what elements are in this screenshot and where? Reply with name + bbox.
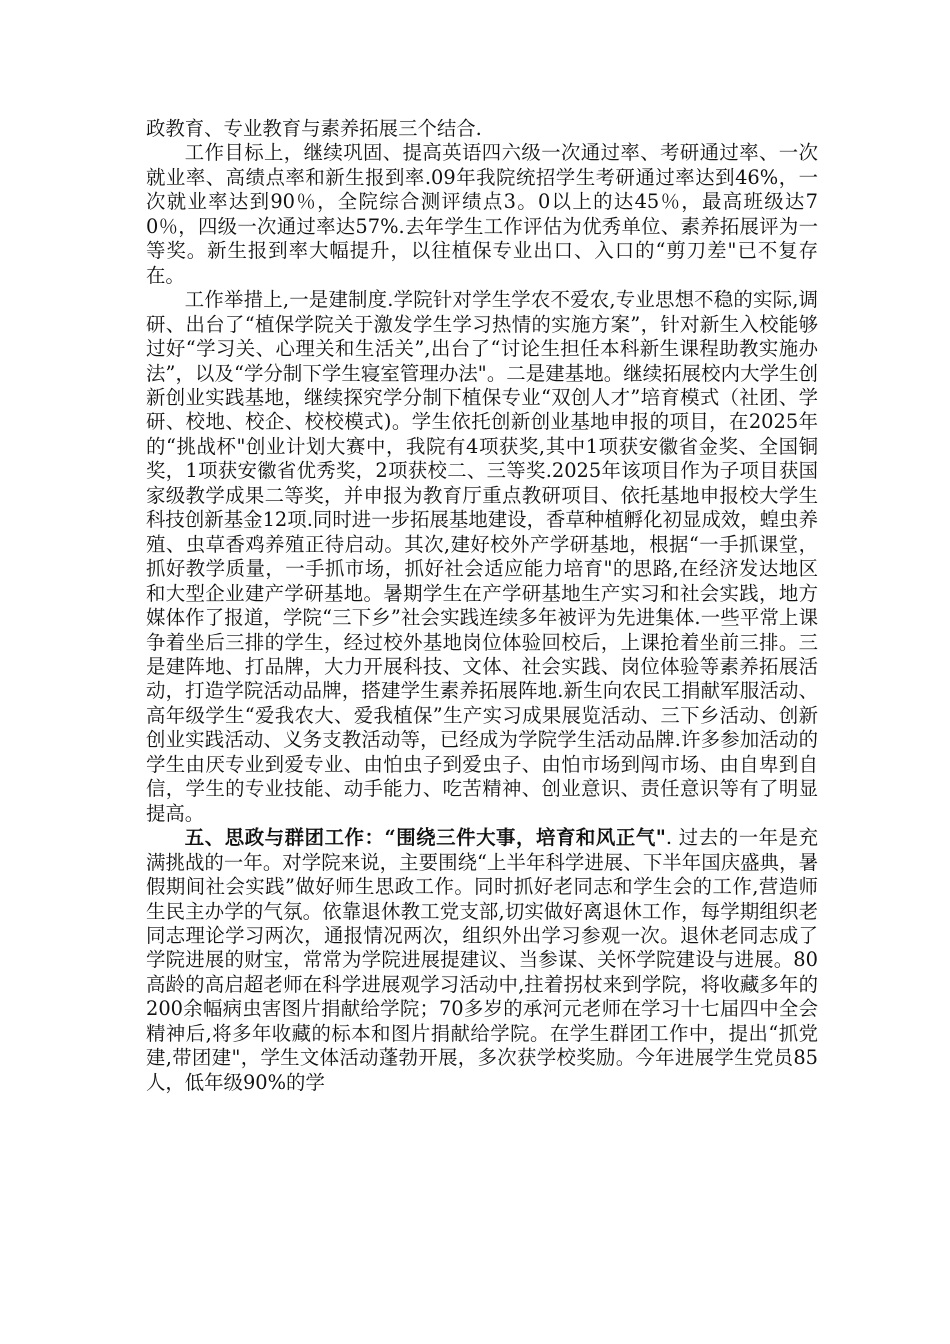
section-body: . 过去的一年是充满挑战的一年。对学院来说，主要围绕“上半年科学进展、下半年国庆盛典，暑假期间社会实践”做好师生思政工作。同时抓好老同志和学生会的工作,营造师生民主办学的气氛。依靠退休教工党支部,切实做好离退休工作，每学期组织老同志理论学习两次，通报情况两次，组织外出学习参观一次。退休老同志成了学院进展的财宝，常常为学院进展提建议、当参谋、关怀学院建设与进展。80高龄的高启超老师在科学进展观学习活动中,拄着拐杖来到学院，将收藏多年的200余幅病虫害图片捐献给学院；70多岁的承河元老师在学习十七届四中全会精神后,将多年收藏的标本和图片捐献给学院。在学生群团工作中，提出“抓党建,带团建"，学生文体活动蓬勃开展，多次获学校奖励。今年进展学生党员85人，低年级90%的学 — [146, 826, 818, 1094]
paragraph-continuation: 政教育、专业教育与素养拓展三个结合. — [146, 117, 482, 140]
paragraph-work-goals: 工作目标上，继续巩固、提高英语四六级一次通过率、考研通过率、一次就业率、高绩点率和新生报到率.09年我院统招学生考研通过率达到46%，一次就业率达到90％，全院综合测评绩点3。0以上的达45％，最高班级达70％，四级一次通过率达57%.去年学生工作评估为优秀单位、素养拓展评为一等奖。新生报到率大幅提升，以往植保专业出口、入口的“剪刀差"已不复存在。 — [146, 141, 818, 287]
paragraph-work-measures: 工作举措上,一是建制度.学院针对学生学农不爱农,专业思想不稳的实际,调研、出台了“植保学院关于激发学生学习热情的实施方案”，针对新生入校能够过好“学习关、心理关和生活关”,出台了“讨论生担任本科新生课程助教实施办法”，以及“学分制下学生寝室管理办法"。二是建基地。继续拓展校内大学生创新创业实践基地，继续探究学分制下植保专业“双创人才”培育模式（社团、学研、校地、校企、校校模式)。学生依托创新创业基地申报的项目，在2025年的“挑战杯"创业计划大赛中，我院有4项获奖,其中1项获安徽省金奖、全国铜奖，1项获安徽省优秀奖，2项获校二、三等奖.2025年该项目作为子项目获国家级教学成果二等奖，并申报为教育厅重点教研项目、依托基地申报校大学生科技创新基金12项.同时进一步拓展基地建设，香草种植孵化初显成效，蝗虫养殖、虫草香鸡养殖正待启动。其次,建好校外产学研基地，根据“一手抓课堂，抓好教学质量，一手抓市场，抓好社会适应能力培育"的思路,在经济发达地区和大型企业建产学研基地。暑期学生在产学研基地生产实习和社会实践，地方媒体作了报道，学院“三下乡”社会实践连续多年被评为先进集体.一些平常上课争着坐后三排的学生，经过校外基地岗位体验回校后，上课抢着坐前三排。三是建阵地、打品牌，大力开展科技、文体、社会实践、岗位体验等素养拓展活动，打造学院活动品牌，搭建学生素养拓展阵地.新生向农民工捐献军服活动、高年级学生“爱我农大、爱我植保”生产实习成果展览活动、三下乡活动、创新创业实践活动、义务支教活动等，已经成为学院学生活动品牌.许多参加活动的学生由厌专业到爱专业、由怕虫子到爱虫子、由怕市场到闯市场、由自卑到自信，学生的专业技能、动手能力、吃苦精神、创业意识、责任意识等有了明显提高。 — [146, 288, 818, 825]
paragraph-ideology-work — [146, 826, 818, 1095]
section-heading: 五、思政与群团工作：“围绕三件大事，培育和风正气" — [184, 826, 666, 850]
document-page — [146, 117, 818, 1095]
